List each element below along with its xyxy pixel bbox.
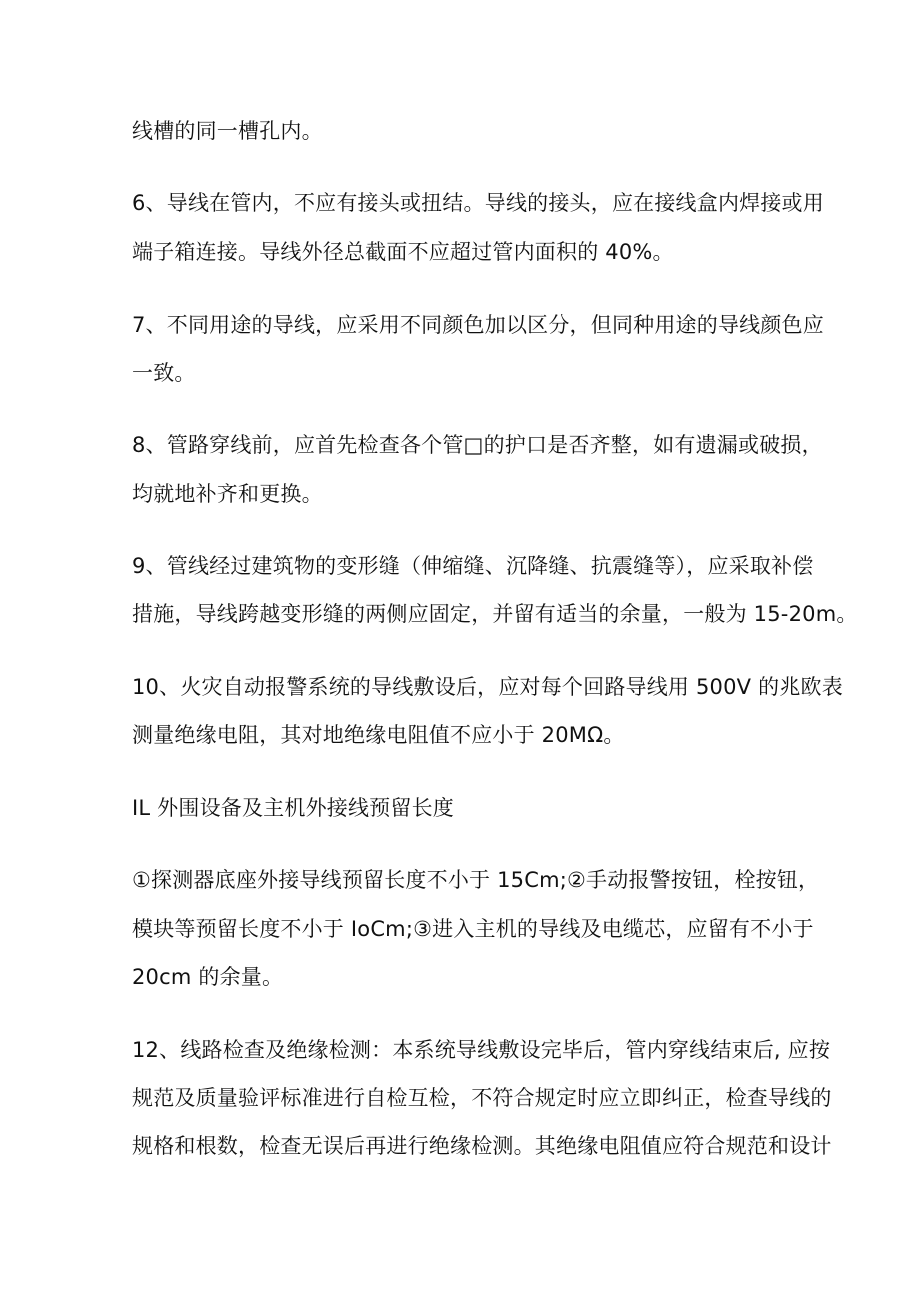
paragraph-line: 端子箱连接。导线外径总截面不应超过管内面积的 40%。 bbox=[132, 240, 674, 264]
paragraph-line: 7、不同用途的导线，应采用不同颜色加以区分，但同种用途的导线颜色应 bbox=[132, 313, 824, 337]
paragraph-line: 6、导线在管内，不应有接头或扭结。导线的接头，应在接线盒内焊接或用 bbox=[132, 191, 824, 215]
paragraph-line: 20cm 的余量。 bbox=[132, 965, 284, 989]
paragraph-line: 12、线路检查及绝缘检测：本系统导线敷设完毕后，管内穿线结束后, 应按 bbox=[132, 1038, 831, 1062]
paragraph-line: 规范及质量验评标准进行自检互检，不符合规定时应立即纠正，检查导线的 bbox=[132, 1086, 832, 1110]
paragraph-line: 8、管路穿线前，应首先检查各个管□的护口是否齐整，如有遗漏或破损， bbox=[132, 433, 823, 457]
paragraph-line: 10、火灾自动报警系统的导线敷设后，应对每个回路导线用 500V 的兆欧表 bbox=[132, 675, 843, 699]
paragraph-line: 线槽的同一槽孔内。 bbox=[132, 119, 323, 143]
paragraph-line: ①探测器底座外接导线预留长度不小于 15Cm;②手动报警按钮，栓按钮， bbox=[132, 868, 820, 892]
paragraph-line: 9、管线经过建筑物的变形缝（伸缩缝、沉降缝、抗震缝等），应采取补偿 bbox=[132, 554, 814, 578]
paragraph-line: 规格和根数，检查无误后再进行绝缘检测。其绝缘电阻值应符合规范和设计 bbox=[132, 1134, 832, 1158]
paragraph-line: 模块等预留长度不小于 IoCm;③进入主机的导线及电缆芯，应留有不小于 bbox=[132, 917, 814, 941]
paragraph-line: 一致。 bbox=[132, 361, 196, 385]
paragraph-line: 均就地补齐和更换。 bbox=[132, 482, 323, 506]
paragraph-line: 措施，导线跨越变形缝的两侧应固定，并留有适当的余量，一般为 15-20m。 bbox=[132, 602, 858, 626]
section-heading: IL 外围设备及主机外接线预留长度 bbox=[132, 796, 454, 820]
paragraph-line: 测量绝缘电阻，其对地绝缘电阻值不应小于 20MΩ。 bbox=[132, 723, 625, 747]
